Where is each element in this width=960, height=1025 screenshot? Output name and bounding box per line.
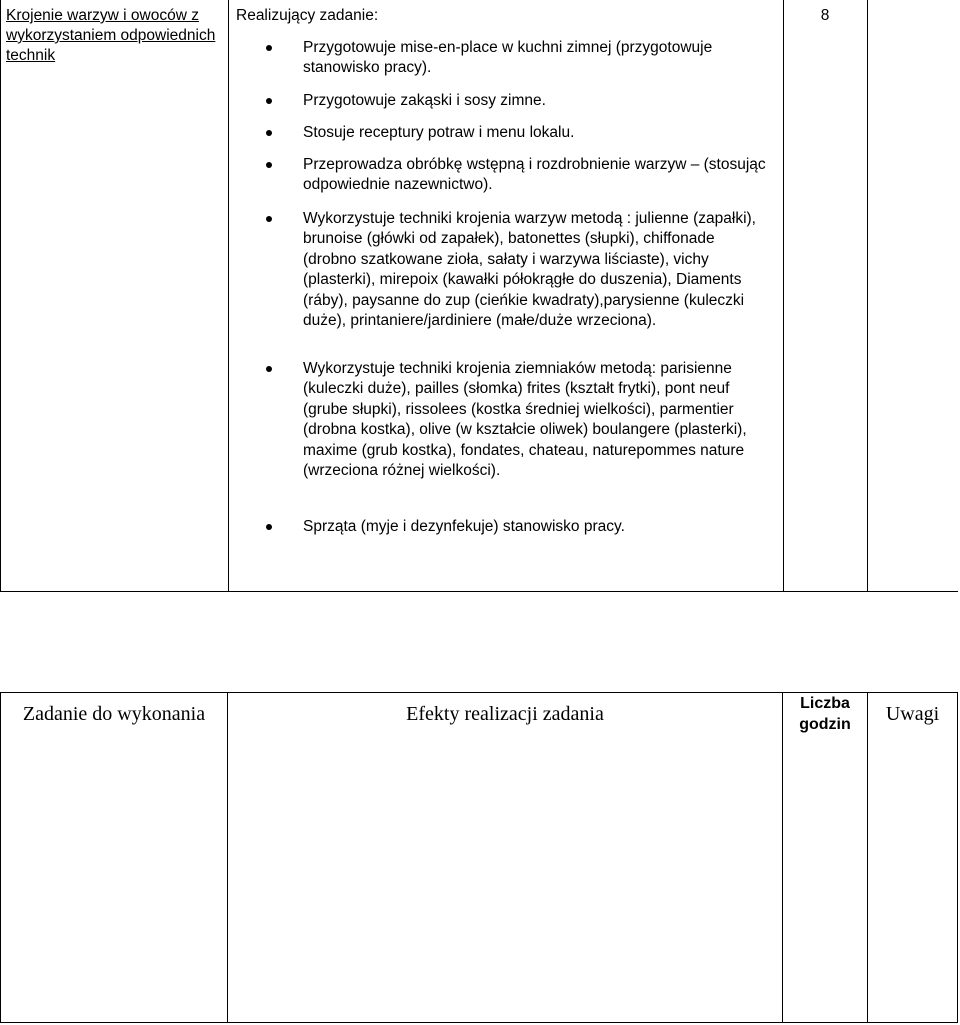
header-notes: Uwagi [885, 702, 940, 725]
bullet-icon [266, 98, 272, 104]
list-item: Stosuje receptury potraw i menu lokalu. [266, 123, 771, 143]
list-item: Wykorzystuje techniki krojenia ziemniaków metodą: parisienne (kuleczki duże), pailles (słomka) frites (kształt frytki), pont neuf (grube słupki), rissolees (kostka średniej wielkości), parmentier (drobna kostka), olive (w kształcie oliwek) boulangere (plasterki), maxime (grub kostka), fondates, chateau, naturepommes nature (wrzeciona różnej wielkości). [266, 359, 771, 481]
list-item: Wykorzystuje techniki krojenia warzyw metodą : julienne (zapałki), brunoise (główki od zapałek), batonettes (słupki), chiffonade (drobno szatkowane zioła, sałaty i warzywa liściaste), vichy (plasterki), mirepoix (kawałki półokrągłe do duszenia), Diaments (ráby), paysanne do zup (cieńkie kwadraty),parysienne (kuleczki duże), printaniere/jardiniere (małe/duże wrzeciona). [266, 209, 771, 331]
list-item: Przygotowuje mise-en-place w kuchni zimnej (przygotowuje stanowisko pracy). [266, 38, 771, 79]
header-hours [783, 692, 867, 736]
bullet-icon [266, 162, 272, 168]
column-heading: Realizujący zadanie: [236, 7, 379, 24]
bullet-icon [266, 45, 272, 51]
header-task: Zadanie do wykonania [22, 702, 206, 725]
list-item: Sprząta (myje i dezynfekuje) stanowisko pracy. [266, 517, 771, 537]
table-border-left [0, 692, 1, 1023]
table-border-left [0, 0, 1, 592]
column-divider [782, 692, 783, 1023]
column-divider [867, 0, 868, 592]
bullet-icon [266, 216, 272, 222]
table-border-bottom [0, 1022, 958, 1023]
bullet-icon [266, 524, 272, 530]
task-name[interactable]: Krojenie warzyw i owoców z wykorzystaniem odpowiednich technik [6, 7, 216, 64]
bullet-icon [266, 366, 272, 372]
hours-value: 8 [820, 7, 830, 24]
task-table [0, 692, 958, 1023]
column-divider [783, 0, 784, 592]
header-hours-line1: Liczba [800, 695, 850, 712]
header-effects: Efekty realizacji zadania [406, 702, 604, 725]
column-divider [228, 0, 229, 592]
header-hours-line2: godzin [799, 716, 851, 733]
list-item: Przygotowuje zakąski i sosy zimne. [266, 91, 771, 111]
list-item: Przeprowadza obróbkę wstępną i rozdrobnienie warzyw – (stosując odpowiednie nazewnictwo). [266, 155, 771, 196]
column-divider [227, 692, 228, 1023]
table-border-right [957, 692, 958, 1023]
column-divider [867, 692, 868, 1023]
table-border-bottom [0, 591, 958, 592]
bullet-icon [266, 130, 272, 136]
